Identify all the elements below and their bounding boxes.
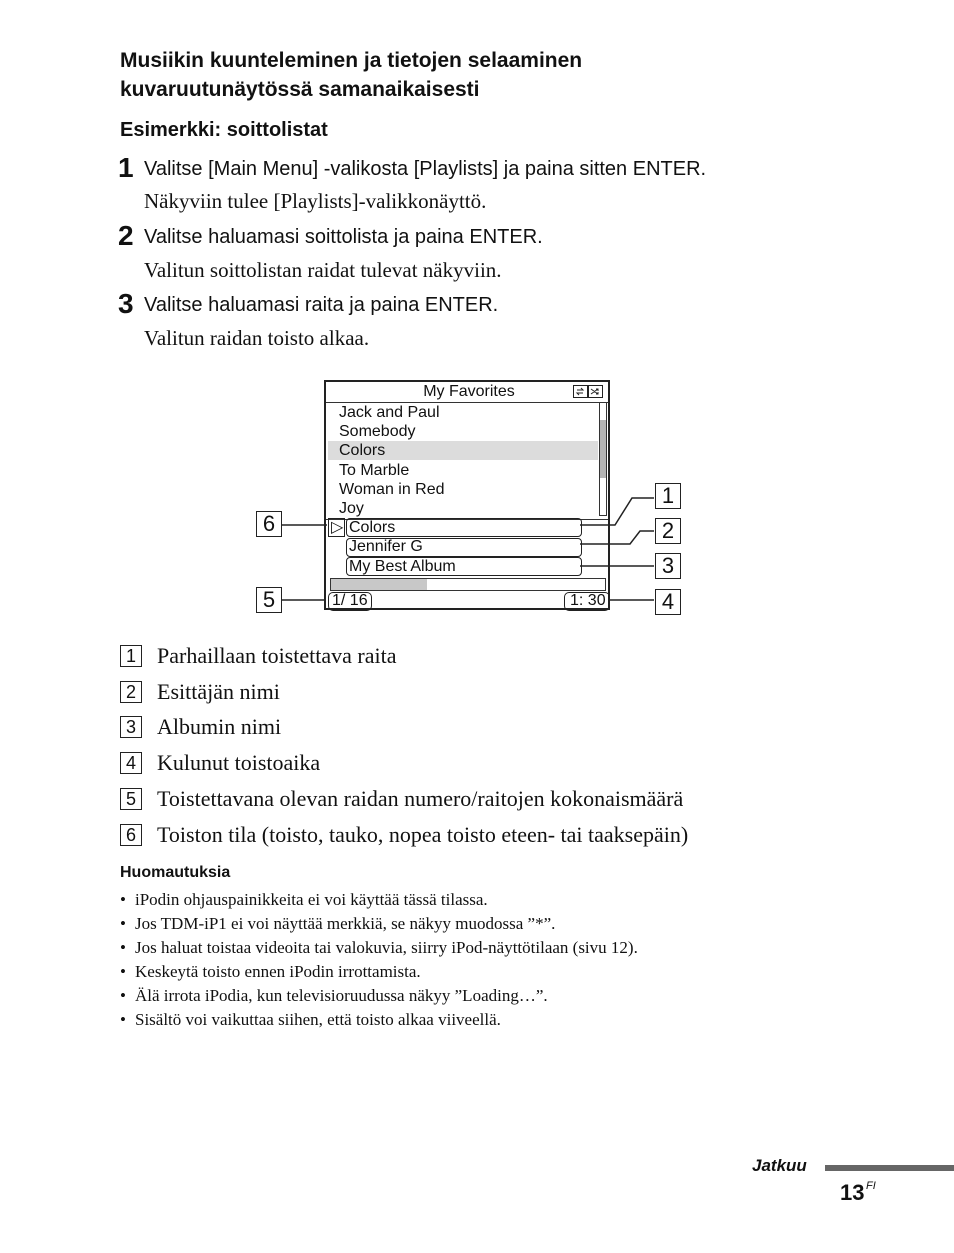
track-list-item: Joy: [339, 500, 364, 517]
note-item: [120, 938, 638, 958]
play-status-icon: ▷: [331, 519, 344, 536]
bullet: •: [120, 962, 126, 981]
step-number-2: 2: [118, 220, 134, 251]
bullet: •: [120, 890, 126, 909]
track-list-item: To Marble: [339, 462, 410, 479]
callout-2: 2: [655, 518, 681, 544]
note-item: [120, 890, 488, 910]
note-text: Sisältö voi vaikuttaa siihen, että toisto alkaa viiveellä.: [135, 1010, 501, 1029]
now-playing-track: Colors: [349, 519, 396, 536]
continues-bar: [825, 1165, 954, 1171]
leader-line-1: [580, 498, 654, 525]
note-item: [120, 1010, 501, 1030]
bullet: •: [120, 938, 126, 957]
legend-text-2: Esittäjän nimi: [157, 679, 280, 704]
step-number-1: 1: [118, 152, 134, 183]
legend-number-2: 2: [120, 681, 142, 703]
legend-text-4: Kulunut toistoaika: [157, 750, 321, 775]
section-title-line2: kuvaruutunäytössä samanaikaisesti: [120, 78, 480, 101]
note-item: [120, 986, 548, 1006]
track-list-item-selected: Colors: [339, 442, 386, 459]
step-result-1: Näkyviin tulee [Playlists]-valikkonäyttö.: [144, 189, 487, 213]
elapsed-time: 1: 30: [570, 592, 606, 609]
note-item: [120, 914, 555, 934]
page-language: FI: [866, 1180, 876, 1192]
track-list-item: Jack and Paul: [339, 404, 440, 421]
step-instruction-2: Valitse haluamasi soittolista ja paina ENTER.: [144, 226, 543, 248]
legend-text-6: Toiston tila (toisto, tauko, nopea toisto eteen- tai taaksepäin): [157, 822, 689, 847]
step-instruction-1: Valitse [Main Menu] -valikosta [Playlists] ja paina sitten ENTER.: [144, 158, 707, 180]
note-text: Jos TDM-iP1 ei voi näyttää merkkiä, se näkyy muodossa ”*”.: [135, 914, 556, 933]
legend-number-5: 5: [120, 788, 142, 810]
note-item: [120, 962, 421, 982]
note-text: Älä irrota iPodia, kun televisioruudussa näkyy ”Loading…”.: [135, 986, 548, 1005]
legend-text-3: Albumin nimi: [157, 714, 282, 739]
bullet: •: [120, 986, 126, 1005]
bullet: •: [120, 914, 126, 933]
callout-1: 1: [655, 483, 681, 509]
legend-number-6: 6: [120, 824, 142, 846]
legend-number-4: 4: [120, 752, 142, 774]
legend-number-1: 1: [120, 645, 142, 667]
now-playing-artist: Jennifer G: [349, 538, 423, 555]
callout-4: 4: [655, 589, 681, 615]
legend-text-5: Toistettavana olevan raidan numero/raitojen kokonaismäärä: [157, 786, 684, 811]
note-text: Keskeytä toisto ennen iPodin irrottamista.: [135, 962, 421, 981]
legend-number-3: 3: [120, 716, 142, 738]
example-subheading: Esimerkki: soittolistat: [120, 119, 328, 141]
note-text: iPodin ohjauspainikkeita ei voi käyttää tässä tilassa.: [135, 890, 488, 909]
callout-5: 5: [256, 587, 282, 613]
step-instruction-3: Valitse haluamasi raita ja paina ENTER.: [144, 294, 499, 316]
track-count: 1/ 16: [332, 592, 368, 609]
step-result-3: Valitun raidan toisto alkaa.: [144, 326, 370, 350]
callout-3: 3: [655, 553, 681, 579]
note-text: Jos haluat toistaa videoita tai valokuvia, siirry iPod-näyttötilaan (sivu 12).: [135, 938, 638, 957]
step-number-3: 3: [118, 288, 134, 319]
now-playing-album: My Best Album: [349, 558, 456, 575]
notes-heading: Huomautuksia: [120, 864, 231, 881]
track-list-item: Woman in Red: [339, 481, 445, 498]
bullet: •: [120, 1010, 126, 1029]
step-result-2: Valitun soittolistan raidat tulevat näkyviin.: [144, 258, 502, 282]
playlist-title: My Favorites: [423, 383, 515, 400]
callout-6: 6: [256, 511, 282, 537]
continues-label: Jatkuu: [752, 1156, 807, 1175]
leader-line-2: [580, 531, 654, 544]
track-list-item: Somebody: [339, 423, 416, 440]
legend-text-1: Parhaillaan toistettava raita: [157, 643, 397, 668]
page-number: 13: [840, 1180, 865, 1205]
section-title-line1: Musiikin kuunteleminen ja tietojen selaaminen: [120, 49, 583, 72]
